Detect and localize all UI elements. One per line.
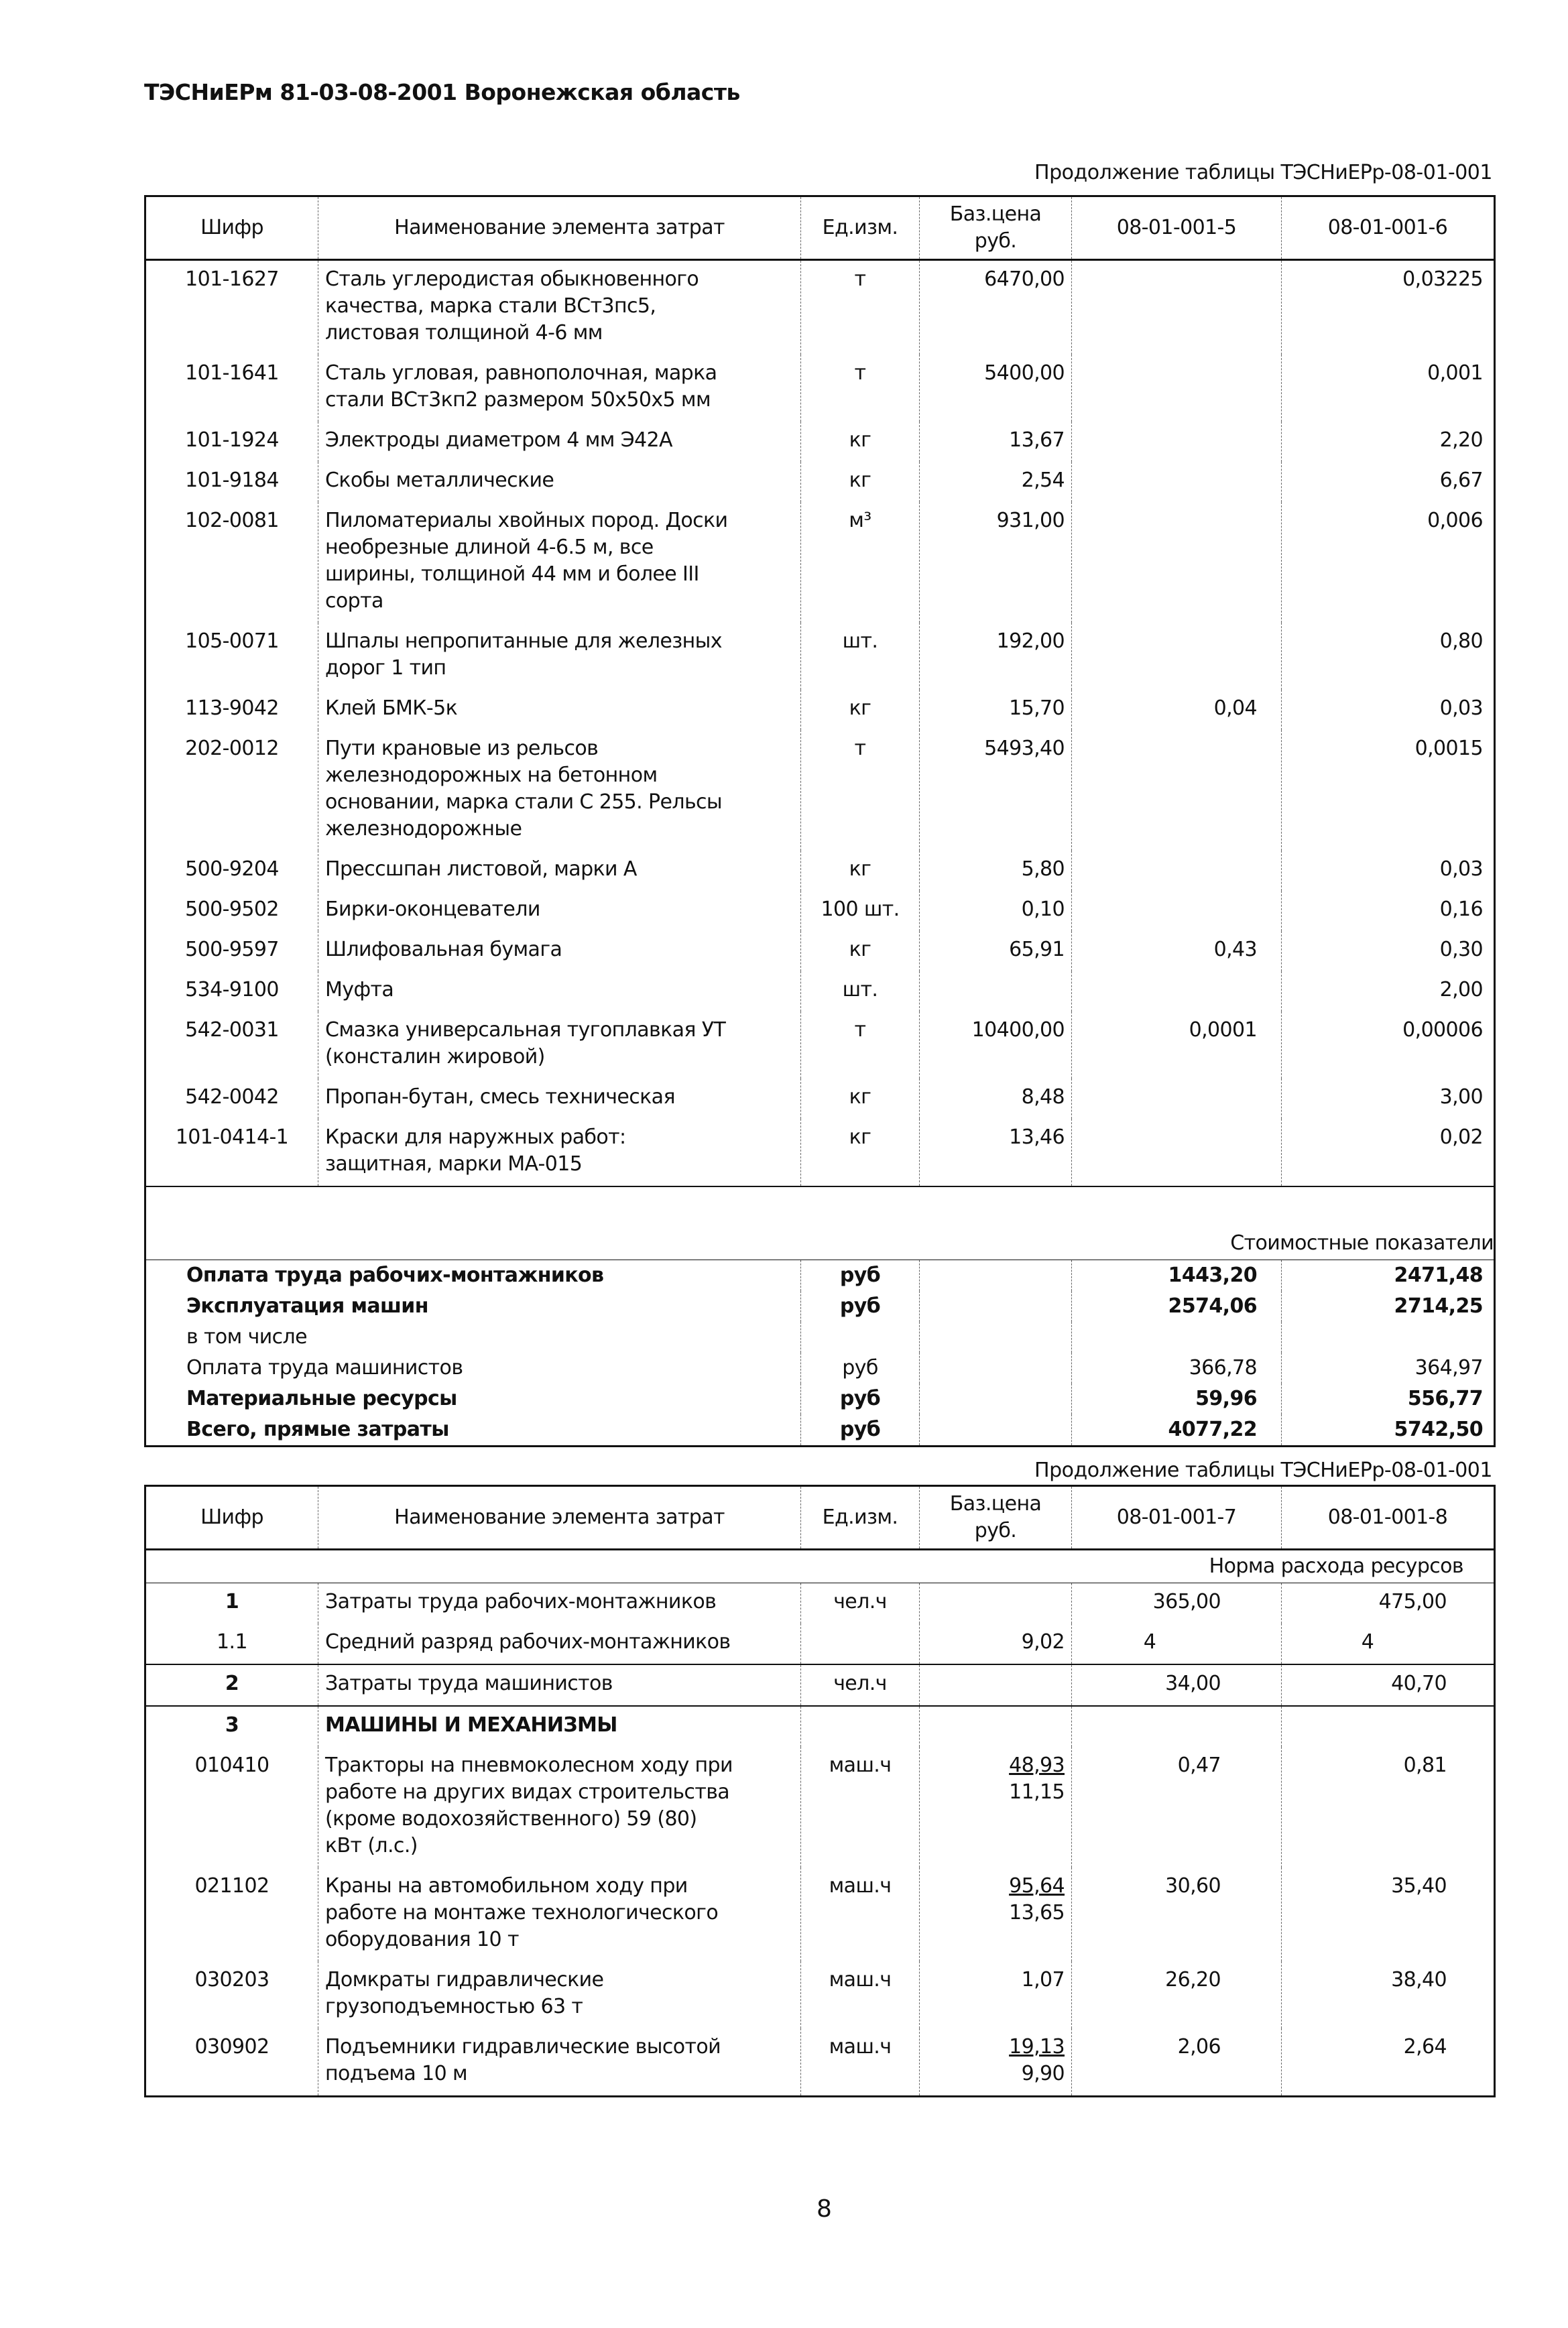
header-unit: Ед.изм. bbox=[801, 196, 920, 260]
norm-heading: Норма расхода ресурсов bbox=[145, 1550, 1495, 1583]
header-code: Шифр bbox=[145, 1486, 318, 1550]
cell-name: Электроды диаметром 4 мм Э42А bbox=[318, 422, 801, 462]
base-price: 1,07 bbox=[1021, 1968, 1065, 1992]
separator-row bbox=[145, 1186, 1495, 1227]
cost-value-5 bbox=[1072, 1322, 1282, 1353]
cell-value-6: 6,67 bbox=[1282, 462, 1495, 502]
cell-base-price bbox=[920, 1706, 1072, 1747]
table-row bbox=[145, 1079, 1495, 1119]
cell-value-5 bbox=[1072, 971, 1282, 1012]
cell-name: Шлифовальная бумага bbox=[318, 931, 801, 971]
table-row bbox=[145, 462, 1495, 502]
cost-name: Оплата труда рабочих-монтажников bbox=[186, 1264, 604, 1287]
cost-value-5: 4077,22 bbox=[1072, 1414, 1282, 1447]
cell-unit bbox=[801, 1706, 920, 1747]
cell-unit: 100 шт. bbox=[801, 891, 920, 931]
cell-code: 030203 bbox=[194, 1968, 269, 1992]
table-row bbox=[145, 1706, 1495, 1747]
blank-cell bbox=[920, 1384, 1072, 1414]
cost-row bbox=[145, 1353, 1495, 1384]
cell-value-6: 0,16 bbox=[1282, 891, 1495, 931]
blank-cell bbox=[920, 1291, 1072, 1322]
cell-code: 1.1 bbox=[217, 1630, 247, 1654]
cell-value-5: 0,04 bbox=[1072, 690, 1282, 730]
cell-value-6: 2,00 bbox=[1282, 971, 1495, 1012]
cell-code: 101-1641 bbox=[185, 361, 279, 385]
cell-unit: маш.ч bbox=[801, 1747, 920, 1867]
cell-code: 500-9597 bbox=[185, 938, 279, 961]
header-base-price: Баз.цена руб. bbox=[920, 1486, 1072, 1550]
cell-value-7: 30,60 bbox=[1072, 1867, 1282, 1961]
cell-code: 542-0031 bbox=[185, 1018, 279, 1042]
cell-value-6: 0,03225 bbox=[1282, 260, 1495, 355]
cell-value-7: 365,00 bbox=[1072, 1583, 1282, 1624]
table-row bbox=[145, 502, 1495, 623]
cell-value-5 bbox=[1072, 1079, 1282, 1119]
table-row bbox=[145, 422, 1495, 462]
cell-unit: т bbox=[801, 355, 920, 422]
cost-name: Материальные ресурсы bbox=[186, 1387, 457, 1410]
cell-code: 1 bbox=[225, 1590, 239, 1613]
blank-cell bbox=[920, 1322, 1072, 1353]
cell-base-price: 65,91 bbox=[920, 931, 1072, 971]
cell-value-6: 0,0015 bbox=[1282, 730, 1495, 851]
cell-value-6: 0,03 bbox=[1282, 851, 1495, 891]
cost-unit: руб bbox=[801, 1353, 920, 1384]
cell-name: Подъемники гидравлические высотой подъема 10 м bbox=[318, 2028, 801, 2097]
cell-value-6: 0,001 bbox=[1282, 355, 1495, 422]
cell-value-6: 0,80 bbox=[1282, 623, 1495, 690]
cell-value-5 bbox=[1072, 260, 1282, 355]
cell-value-5 bbox=[1072, 462, 1282, 502]
table-header-row bbox=[145, 196, 1495, 260]
header-col-6: 08-01-001-6 bbox=[1282, 196, 1495, 260]
cell-base-price: 6470,00 bbox=[920, 260, 1072, 355]
cell-base-price: 13,67 bbox=[920, 422, 1072, 462]
cost-row bbox=[145, 1322, 1495, 1353]
cost-row bbox=[145, 1291, 1495, 1322]
cell-unit: т bbox=[801, 260, 920, 355]
cell-name: Прессшпан листовой, марки А bbox=[318, 851, 801, 891]
cell-value-6: 0,03 bbox=[1282, 690, 1495, 730]
cell-base-price: 10400,00 bbox=[920, 1012, 1072, 1079]
resources-table-1 bbox=[144, 195, 1496, 1447]
cell-base-price bbox=[920, 2028, 1072, 2097]
cell-base-price: 5400,00 bbox=[920, 355, 1072, 422]
cell-unit: кг bbox=[801, 1119, 920, 1186]
cell-name: Муфта bbox=[318, 971, 801, 1012]
cell-name: Пиломатериалы хвойных пород. Доски необрезные длиной 4-6.5 м, все ширины, толщиной 44 мм и более III сорта bbox=[318, 502, 801, 623]
table-row bbox=[145, 355, 1495, 422]
cell-name: Средний разряд рабочих-монтажников bbox=[318, 1624, 801, 1664]
cell-value-7 bbox=[1072, 1706, 1282, 1747]
cell-name: Пропан-бутан, смесь техническая bbox=[318, 1079, 801, 1119]
cost-unit bbox=[801, 1322, 920, 1353]
cell-name: Клей БМК-5к bbox=[318, 690, 801, 730]
table-row bbox=[145, 851, 1495, 891]
cell-unit: маш.ч bbox=[801, 1961, 920, 2028]
cell-code: 101-9184 bbox=[185, 469, 279, 492]
header-col-7: 08-01-001-7 bbox=[1072, 1486, 1282, 1550]
cell-name: Смазка универсальная тугоплавкая УТ (консталин жировой) bbox=[318, 1012, 801, 1079]
table-row bbox=[145, 1747, 1495, 1867]
cell-value-5 bbox=[1072, 422, 1282, 462]
cell-base-price bbox=[920, 1961, 1072, 2028]
cost-value-6: 5742,50 bbox=[1282, 1414, 1495, 1447]
cell-name: Тракторы на пневмоколесном ходу при работе на других видах строительства (кроме водохозяйственного) 59 (80) кВт (л.с.) bbox=[318, 1747, 801, 1867]
cell-unit: кг bbox=[801, 690, 920, 730]
table-row bbox=[145, 2028, 1495, 2097]
cell-name: Шпалы непропитанные для железных дорог 1 тип bbox=[318, 623, 801, 690]
cell-code: 2 bbox=[145, 1664, 318, 1706]
cell-name: Сталь угловая, равнополочная, марка стали ВСт3кп2 размером 50х50х5 мм bbox=[318, 355, 801, 422]
cell-code: 500-9502 bbox=[185, 898, 279, 921]
document-title: ТЭСНиЕРм 81-03-08-2001 Воронежская область bbox=[144, 79, 740, 105]
cell-unit: чел.ч bbox=[801, 1583, 920, 1624]
cell-value-5 bbox=[1072, 502, 1282, 623]
table-row bbox=[145, 931, 1495, 971]
cell-value-8: 0,81 bbox=[1282, 1747, 1495, 1867]
cell-base-price bbox=[920, 1664, 1072, 1706]
header-name: Наименование элемента затрат bbox=[318, 196, 801, 260]
cell-unit: т bbox=[801, 1012, 920, 1079]
cell-base-price bbox=[920, 1747, 1072, 1867]
cell-value-7: 0,47 bbox=[1072, 1747, 1282, 1867]
cell-name: Домкраты гидравлические грузоподъемностью 63 т bbox=[318, 1961, 801, 2028]
cell-value-5: 0,43 bbox=[1072, 931, 1282, 971]
cost-value-6: 2714,25 bbox=[1282, 1291, 1495, 1322]
cell-base-price bbox=[920, 1867, 1072, 1961]
cell-unit: кг bbox=[801, 462, 920, 502]
cell-unit: маш.ч bbox=[801, 1867, 920, 1961]
base-price-operator-wage: 9,90 bbox=[1021, 2062, 1065, 2085]
table-row bbox=[145, 1624, 1495, 1664]
cost-name: Эксплуатация машин bbox=[186, 1294, 428, 1318]
cell-name: МАШИНЫ И МЕХАНИЗМЫ bbox=[318, 1706, 801, 1747]
cell-base-price bbox=[920, 1624, 1072, 1664]
table-row bbox=[145, 1867, 1495, 1961]
blank-cell bbox=[920, 1260, 1072, 1292]
cell-value-5: 0,0001 bbox=[1072, 1012, 1282, 1079]
header-col-8: 08-01-001-8 bbox=[1282, 1486, 1495, 1550]
cell-unit: кг bbox=[801, 1079, 920, 1119]
cell-value-8: 38,40 bbox=[1282, 1961, 1495, 2028]
cell-unit: м³ bbox=[801, 502, 920, 623]
cell-name: Затраты труда машинистов bbox=[318, 1664, 801, 1706]
cell-value-5 bbox=[1072, 1119, 1282, 1186]
cell-name: Затраты труда рабочих-монтажников bbox=[318, 1583, 801, 1624]
cell-code: 202-0012 bbox=[185, 737, 279, 760]
cell-unit: маш.ч bbox=[801, 2028, 920, 2097]
table-row bbox=[145, 690, 1495, 730]
cell-value-8: 35,40 bbox=[1282, 1867, 1495, 1961]
table-row bbox=[145, 1583, 1495, 1624]
cell-base-price: 2,54 bbox=[920, 462, 1072, 502]
cell-name: Краны на автомобильном ходу при работе на монтаже технологического оборудования 10 т bbox=[318, 1867, 801, 1961]
cost-unit: руб bbox=[801, 1414, 920, 1447]
cell-value-6: 2,20 bbox=[1282, 422, 1495, 462]
header-col-5: 08-01-001-5 bbox=[1072, 196, 1282, 260]
cell-base-price: 8,48 bbox=[920, 1079, 1072, 1119]
page-number: 8 bbox=[817, 2195, 832, 2223]
cost-row bbox=[145, 1414, 1495, 1447]
cell-value-8: 4 bbox=[1282, 1624, 1495, 1664]
cell-code: 542-0042 bbox=[185, 1085, 279, 1109]
cost-name: Всего, прямые затраты bbox=[186, 1418, 449, 1441]
cell-code: 534-9100 bbox=[185, 978, 279, 1001]
header-name: Наименование элемента затрат bbox=[318, 1486, 801, 1550]
cell-unit: кг bbox=[801, 931, 920, 971]
blank-cell bbox=[920, 1414, 1072, 1447]
blank-cell bbox=[920, 1353, 1072, 1384]
cell-base-price: 5493,40 bbox=[920, 730, 1072, 851]
cell-unit bbox=[801, 1624, 920, 1664]
cost-unit: руб bbox=[801, 1291, 920, 1322]
cell-base-price: 15,70 bbox=[920, 690, 1072, 730]
base-price: 9,02 bbox=[1021, 1630, 1065, 1654]
cell-value-6: 0,30 bbox=[1282, 931, 1495, 971]
cell-value-5 bbox=[1072, 355, 1282, 422]
header-base-price: Баз.цена руб. bbox=[920, 196, 1072, 260]
cell-name: Пути крановые из рельсов железнодорожных на бетонном основании, марка стали С 255. Рельсы железнодорожные bbox=[318, 730, 801, 851]
cell-name: Бирки-оконцеватели bbox=[318, 891, 801, 931]
cell-value-7: 4 bbox=[1072, 1624, 1282, 1664]
resources-table-2 bbox=[144, 1485, 1496, 2097]
cell-code: 113-9042 bbox=[185, 696, 279, 720]
table-row bbox=[145, 623, 1495, 690]
cell-value-6: 0,00006 bbox=[1282, 1012, 1495, 1079]
cell-base-price: 5,80 bbox=[920, 851, 1072, 891]
cost-row bbox=[145, 1260, 1495, 1292]
cell-base-price: 0,10 bbox=[920, 891, 1072, 931]
cell-unit: чел.ч bbox=[801, 1664, 920, 1706]
cost-unit: руб bbox=[801, 1260, 920, 1292]
cell-unit: кг bbox=[801, 851, 920, 891]
norm-heading-row bbox=[145, 1550, 1495, 1583]
cell-base-price: 931,00 bbox=[920, 502, 1072, 623]
table-row bbox=[145, 1012, 1495, 1079]
cell-code: 101-1924 bbox=[185, 428, 279, 452]
cost-value-5: 1443,20 bbox=[1072, 1260, 1282, 1292]
cell-unit: шт. bbox=[801, 623, 920, 690]
table-row bbox=[145, 1961, 1495, 2028]
table-row bbox=[145, 971, 1495, 1012]
cost-heading-row bbox=[145, 1227, 1495, 1260]
cost-value-6 bbox=[1282, 1322, 1495, 1353]
cell-value-5 bbox=[1072, 623, 1282, 690]
cell-code: 3 bbox=[145, 1706, 318, 1747]
cell-base-price bbox=[920, 1583, 1072, 1624]
cell-base-price: 13,46 bbox=[920, 1119, 1072, 1186]
cell-code: 010410 bbox=[194, 1754, 269, 1777]
cell-unit: т bbox=[801, 730, 920, 851]
table-row bbox=[145, 1119, 1495, 1186]
cell-value-8: 2,64 bbox=[1282, 2028, 1495, 2097]
cost-value-6: 2471,48 bbox=[1282, 1260, 1495, 1292]
cell-code: 021102 bbox=[194, 1874, 269, 1898]
cell-value-7: 34,00 bbox=[1072, 1664, 1282, 1706]
cell-base-price bbox=[920, 971, 1072, 1012]
cell-value-7: 2,06 bbox=[1072, 2028, 1282, 2097]
base-price-operator-wage: 11,15 bbox=[1009, 1780, 1065, 1804]
cell-code: 101-0414-1 bbox=[175, 1125, 289, 1149]
cost-heading: Стоимостные показатели bbox=[145, 1227, 1495, 1260]
cost-value-6: 556,77 bbox=[1282, 1384, 1495, 1414]
base-price: 19,13 bbox=[1009, 2035, 1065, 2059]
cell-value-7: 26,20 bbox=[1072, 1961, 1282, 2028]
cell-value-8 bbox=[1282, 1706, 1495, 1747]
cell-value-6: 0,02 bbox=[1282, 1119, 1495, 1186]
base-price-operator-wage: 13,65 bbox=[1009, 1901, 1065, 1924]
cell-value-8: 40,70 bbox=[1282, 1664, 1495, 1706]
cell-value-5 bbox=[1072, 730, 1282, 851]
cell-value-8: 475,00 bbox=[1282, 1583, 1495, 1624]
cost-value-5: 2574,06 bbox=[1072, 1291, 1282, 1322]
cost-name: в том числе bbox=[186, 1325, 307, 1349]
cell-value-5 bbox=[1072, 891, 1282, 931]
cell-code: 101-1627 bbox=[185, 267, 279, 291]
base-price: 48,93 bbox=[1009, 1754, 1065, 1777]
cost-name: Оплата труда машинистов bbox=[186, 1356, 463, 1380]
table-row bbox=[145, 1664, 1495, 1706]
cell-name: Краски для наружных работ: защитная, марки МА-015 bbox=[318, 1119, 801, 1186]
table-row bbox=[145, 260, 1495, 355]
table1-continuation-caption: Продолжение таблицы ТЭСНиЕРр-08-01-001 bbox=[1034, 161, 1492, 184]
cell-code: 030902 bbox=[194, 2035, 269, 2059]
table-header-row bbox=[145, 1486, 1495, 1550]
cost-value-5: 366,78 bbox=[1072, 1353, 1282, 1384]
base-price: 95,64 bbox=[1009, 1874, 1065, 1898]
blank-cell bbox=[145, 1186, 1495, 1227]
table2-continuation-caption: Продолжение таблицы ТЭСНиЕРр-08-01-001 bbox=[1034, 1459, 1492, 1482]
cell-value-6: 3,00 bbox=[1282, 1079, 1495, 1119]
cell-code: 500-9204 bbox=[185, 857, 279, 881]
cost-row bbox=[145, 1384, 1495, 1414]
table-row bbox=[145, 730, 1495, 851]
cell-name: Скобы металлические bbox=[318, 462, 801, 502]
cell-unit: кг bbox=[801, 422, 920, 462]
cell-value-6: 0,006 bbox=[1282, 502, 1495, 623]
cell-base-price: 192,00 bbox=[920, 623, 1072, 690]
cell-name: Сталь углеродистая обыкновенного качества, марка стали ВСт3пс5, листовая толщиной 4-6 мм bbox=[318, 260, 801, 355]
cell-value-5 bbox=[1072, 851, 1282, 891]
cell-unit: шт. bbox=[801, 971, 920, 1012]
cell-code: 102-0081 bbox=[185, 509, 279, 532]
header-code: Шифр bbox=[145, 196, 318, 260]
table-row bbox=[145, 891, 1495, 931]
cost-value-5: 59,96 bbox=[1072, 1384, 1282, 1414]
header-unit: Ед.изм. bbox=[801, 1486, 920, 1550]
cost-value-6: 364,97 bbox=[1282, 1353, 1495, 1384]
cell-code: 105-0071 bbox=[185, 629, 279, 653]
cost-unit: руб bbox=[801, 1384, 920, 1414]
